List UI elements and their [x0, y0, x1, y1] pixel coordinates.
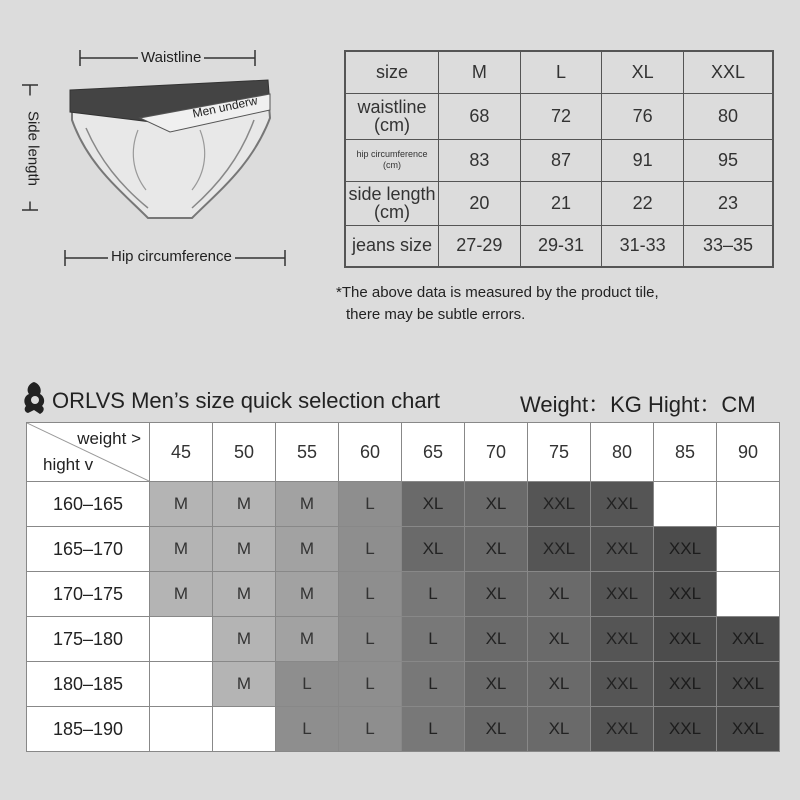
size-cell: XXL	[591, 482, 654, 527]
height-row	[27, 617, 780, 662]
size-cell: M	[213, 572, 276, 617]
cell-value: 21	[520, 181, 602, 225]
height-range: 170–175	[27, 572, 150, 617]
size-cell: L	[276, 707, 339, 752]
height-range: 180–185	[27, 662, 150, 707]
size-cell: XXL	[717, 662, 780, 707]
size-header-l: L	[520, 51, 602, 93]
corner-hight-label: hight v	[43, 455, 94, 474]
size-cell: XL	[528, 662, 591, 707]
size-cell: XL	[402, 482, 465, 527]
weight-header: 45	[150, 423, 213, 482]
size-table-row	[345, 225, 773, 267]
cell-value: 22	[602, 181, 684, 225]
height-range: 185–190	[27, 707, 150, 752]
underwear-illustration	[20, 40, 320, 280]
cell-value: 76	[602, 93, 684, 139]
size-cell: L	[339, 572, 402, 617]
size-header-m: M	[439, 51, 521, 93]
row-label-line2: (cm)	[374, 115, 410, 135]
size-cell	[150, 707, 213, 752]
height-range: 165–170	[27, 527, 150, 572]
cell-value: 95	[683, 139, 773, 181]
note-line-2: there may be subtle errors.	[346, 306, 526, 323]
cell-value: 91	[602, 139, 684, 181]
size-cell: M	[150, 572, 213, 617]
size-cell: XXL	[591, 617, 654, 662]
size-cell: L	[339, 662, 402, 707]
waistband-text: Men underw	[191, 93, 259, 121]
table-corner	[27, 423, 150, 482]
size-cell: L	[402, 707, 465, 752]
size-header-xl: XL	[602, 51, 684, 93]
size-cell	[717, 572, 780, 617]
size-cell: XXL	[528, 482, 591, 527]
weight-header: 70	[465, 423, 528, 482]
cell-value: 87	[520, 139, 602, 181]
size-cell: XL	[465, 617, 528, 662]
height-range: 160–165	[27, 482, 150, 527]
size-cell: L	[402, 572, 465, 617]
cell-value: 23	[683, 181, 773, 225]
hip-circumference-label: Hip circumference	[108, 248, 235, 265]
size-cell: M	[276, 617, 339, 662]
cell-value: 72	[520, 93, 602, 139]
size-cell: XXL	[591, 527, 654, 572]
weight-header: 80	[591, 423, 654, 482]
size-header-label: size	[345, 51, 439, 93]
size-cell: XL	[402, 527, 465, 572]
cell-value: 33–35	[683, 225, 773, 267]
cell-value: 31-33	[602, 225, 684, 267]
size-cell: XL	[465, 572, 528, 617]
height-row	[27, 527, 780, 572]
row-label-line1: hip circumference	[356, 149, 428, 160]
size-cell	[150, 662, 213, 707]
cell-value: 68	[439, 93, 521, 139]
size-cell: L	[276, 662, 339, 707]
size-cell	[654, 482, 717, 527]
underwear-diagram	[20, 40, 320, 280]
height-row	[27, 662, 780, 707]
cell-value: 80	[683, 93, 773, 139]
side-length-label: Side length	[25, 96, 42, 202]
weight-header: 90	[717, 423, 780, 482]
size-table-row	[345, 93, 773, 139]
size-cell: XL	[465, 482, 528, 527]
size-cell: XL	[465, 527, 528, 572]
height-row	[27, 482, 780, 527]
size-cell: M	[276, 572, 339, 617]
size-cell	[717, 527, 780, 572]
cell-value: 29-31	[520, 225, 602, 267]
row-label-line1: side length	[348, 184, 436, 204]
weight-header-row	[27, 423, 780, 482]
size-cell: M	[150, 527, 213, 572]
size-table-row	[345, 181, 773, 225]
size-cell: M	[213, 482, 276, 527]
row-label-waistline	[345, 93, 439, 139]
size-cell: M	[276, 527, 339, 572]
size-cell: L	[339, 707, 402, 752]
quick-selection-units: Weight：KG Hight：CM	[520, 392, 756, 417]
weight-header: 50	[213, 423, 276, 482]
size-cell: XL	[528, 617, 591, 662]
size-cell: M	[213, 617, 276, 662]
weight-header: 55	[276, 423, 339, 482]
row-label-side-length	[345, 181, 439, 225]
size-cell: M	[276, 482, 339, 527]
weight-header: 60	[339, 423, 402, 482]
size-cell: XXL	[591, 707, 654, 752]
height-row	[27, 707, 780, 752]
cell-value: 27-29	[439, 225, 521, 267]
size-cell: XXL	[591, 662, 654, 707]
weight-header: 65	[402, 423, 465, 482]
cell-value: 20	[439, 181, 521, 225]
size-cell: XXL	[717, 707, 780, 752]
row-label-hip	[345, 139, 439, 181]
waistline-label: Waistline	[138, 49, 204, 66]
size-cell: L	[402, 662, 465, 707]
corner-weight-label: weight >	[77, 429, 141, 448]
size-cell: M	[150, 482, 213, 527]
size-cell	[213, 707, 276, 752]
size-cell: XL	[528, 572, 591, 617]
cell-value: 83	[439, 139, 521, 181]
size-cell: XXL	[654, 527, 717, 572]
size-cell: L	[339, 617, 402, 662]
size-cell: XXL	[591, 572, 654, 617]
size-cell: XXL	[528, 527, 591, 572]
size-table	[344, 50, 774, 268]
size-cell: XXL	[654, 617, 717, 662]
weight-header: 85	[654, 423, 717, 482]
size-cell	[717, 482, 780, 527]
quick-selection-table	[26, 422, 780, 752]
size-table-header-row	[345, 51, 773, 93]
size-cell: M	[213, 662, 276, 707]
size-cell: XXL	[654, 572, 717, 617]
size-cell: XXL	[654, 662, 717, 707]
row-label-line2: (cm)	[374, 202, 410, 222]
row-label-jeans-size: jeans size	[345, 225, 439, 267]
brand-logo-icon	[20, 380, 50, 416]
size-cell: XL	[528, 707, 591, 752]
size-cell	[150, 617, 213, 662]
height-range: 175–180	[27, 617, 150, 662]
note-line-1: *The above data is measured by the product tile,	[336, 284, 659, 301]
measurement-note	[336, 282, 776, 326]
size-cell: L	[402, 617, 465, 662]
size-cell: XXL	[717, 617, 780, 662]
size-cell: XXL	[654, 707, 717, 752]
size-cell: L	[339, 527, 402, 572]
height-row	[27, 572, 780, 617]
row-label-line1: waistline	[357, 97, 427, 117]
size-cell: M	[213, 527, 276, 572]
size-table-row	[345, 139, 773, 181]
quick-selection-title: ORLVS Men’s size quick selection chart	[52, 388, 441, 413]
weight-header: 75	[528, 423, 591, 482]
row-label-line2: (cm)	[383, 160, 401, 170]
size-cell: XL	[465, 707, 528, 752]
size-header-xxl: XXL	[683, 51, 773, 93]
size-cell: L	[339, 482, 402, 527]
size-cell: XL	[465, 662, 528, 707]
